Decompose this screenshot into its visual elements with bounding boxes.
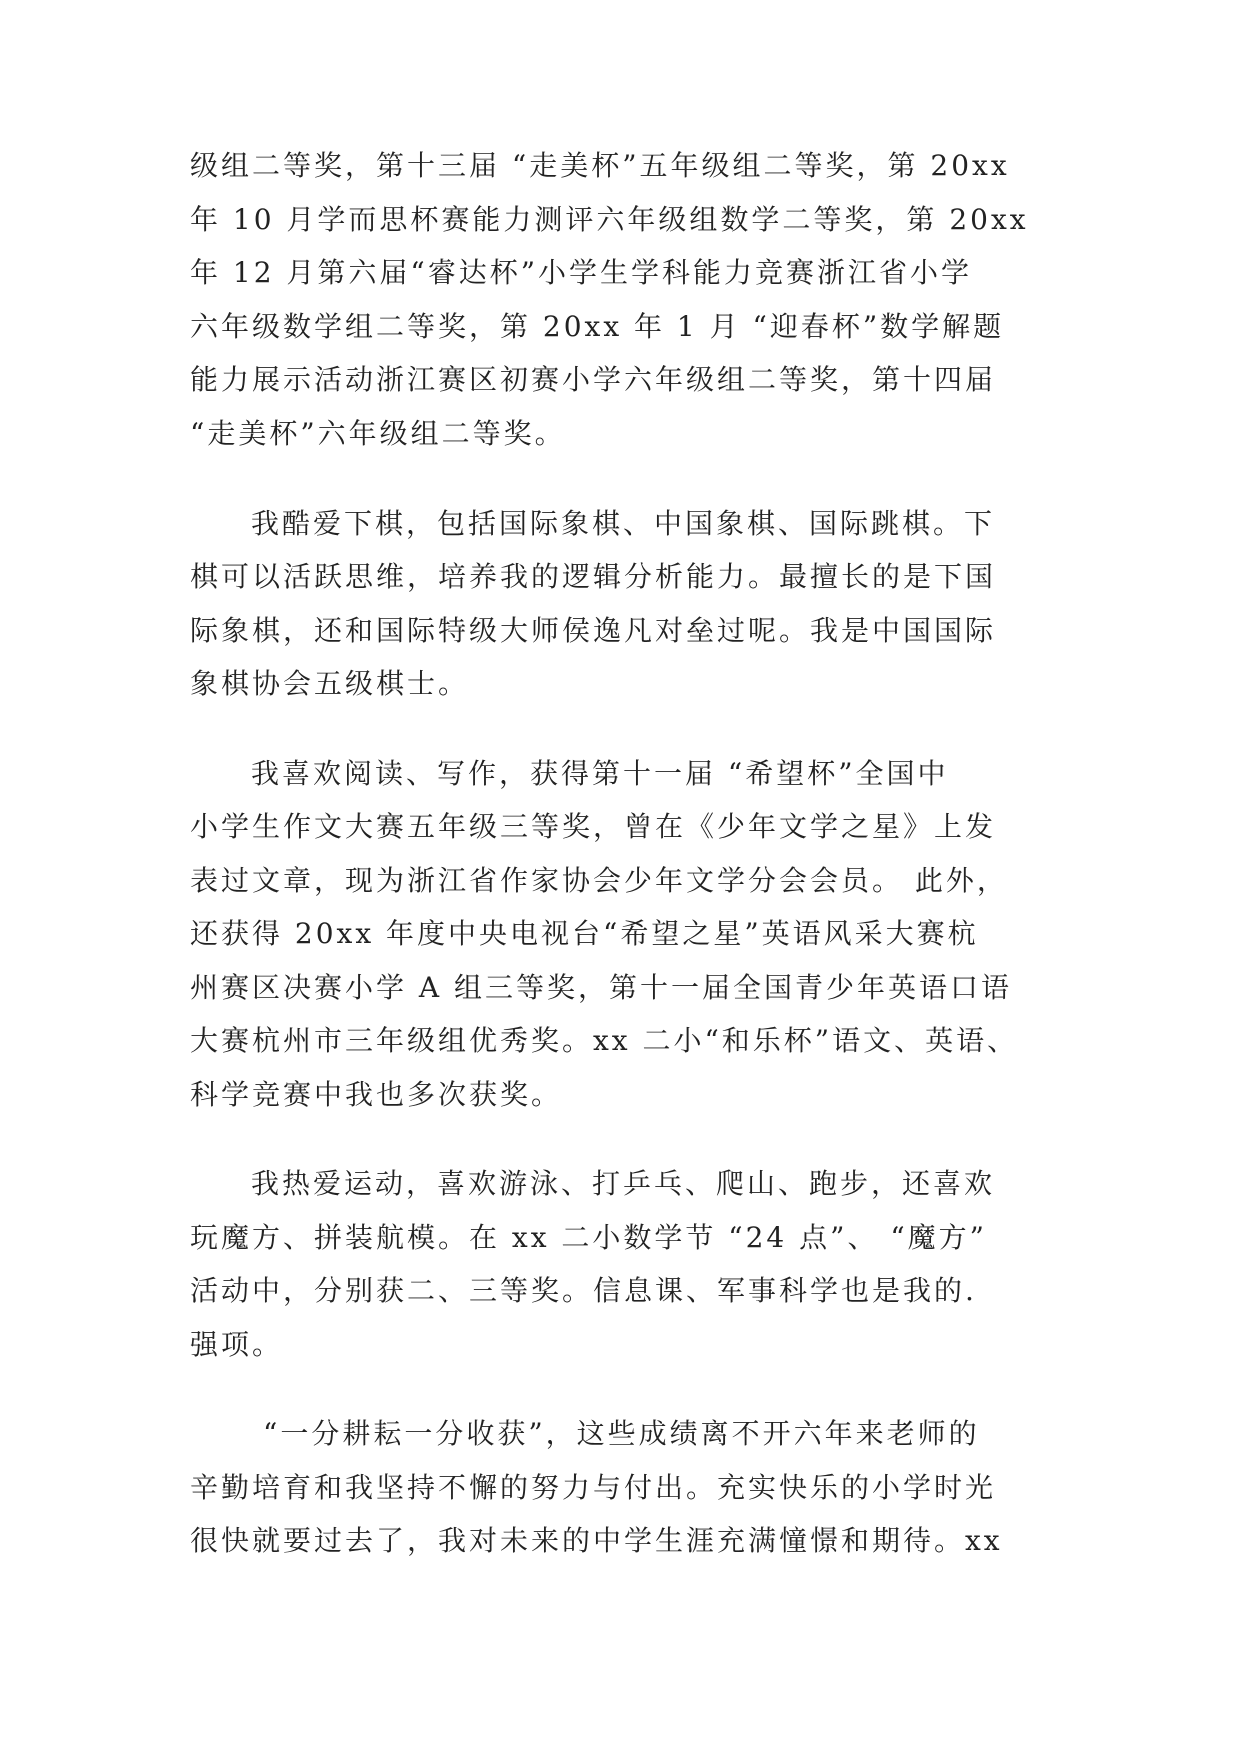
text-line-6: “走美杯”六年级组二等奖。 — [190, 417, 566, 450]
text-line-5: 能力展示活动浙江赛区初赛小学六年级组二等奖，第十四届 — [190, 363, 997, 396]
text-line-16: 大赛杭州市三年级组优秀奖。xx 二小“和乐杯”语文、英语、 — [190, 1024, 1019, 1057]
text-line-15: 州赛区决赛小学 A 组三等奖，第十一届全国青少年英语口语 — [190, 971, 1013, 1004]
text-line-8: 棋可以活跃思维，培养我的逻辑分析能力。最擅长的是下国 — [190, 560, 997, 593]
text-line-9: 际象棋，还和国际特级大师侯逸凡对垒过呢。我是中国国际 — [190, 614, 997, 647]
text-line-23: 辛勤培育和我坚持不懈的努力与付出。充实快乐的小学时光 — [190, 1471, 997, 1504]
text-line-3: 年 12 月第六届“睿达杯”小学生学科能力竞赛浙江省小学 — [190, 256, 973, 289]
text-line-12: 小学生作文大赛五年级三等奖，曾在《少年文学之星》上发 — [190, 810, 997, 843]
text-line-13: 表过文章，现为浙江省作家协会少年文学分会会员。 此外， — [190, 864, 1008, 897]
text-line-20: 活动中，分别获二、三等奖。信息课、军事科学也是我的. — [190, 1274, 977, 1307]
text-line-14: 还获得 20xx 年度中央电视台“希望之星”英语风采大赛杭 — [190, 917, 979, 950]
text-line-2: 年 10 月学而思杯赛能力测评六年级组数学二等奖，第 20xx — [190, 203, 1029, 236]
text-line-1: 级组二等奖，第十三届 “走美杯”五年级组二等奖，第 20xx — [190, 149, 1010, 182]
text-line-10: 象棋协会五级棋士。 — [190, 667, 470, 700]
text-line-11: 我喜欢阅读、写作，获得第十一届 “希望杯”全国中 — [251, 757, 949, 790]
text-line-21: 强项。 — [190, 1328, 284, 1361]
text-line-22: “一分耕耘一分收获”，这些成绩离不开六年来老师的 — [263, 1417, 980, 1450]
text-line-4: 六年级数学组二等奖，第 20xx 年 1 月 “迎春杯”数学解题 — [190, 310, 1005, 343]
text-line-18: 我热爱运动，喜欢游泳、打乒乓、爬山、跑步，还喜欢 — [251, 1167, 996, 1200]
text-line-19: 玩魔方、拼装航模。在 xx 二小数学节 “24 点”、 “魔方” — [190, 1221, 987, 1254]
text-line-24: 很快就要过去了，我对未来的中学生涯充满憧憬和期待。xx — [190, 1524, 1003, 1557]
text-line-17: 科学竞赛中我也多次获奖。 — [190, 1078, 563, 1111]
text-line-7: 我酷爱下棋，包括国际象棋、中国象棋、国际跳棋。下 — [251, 507, 996, 540]
